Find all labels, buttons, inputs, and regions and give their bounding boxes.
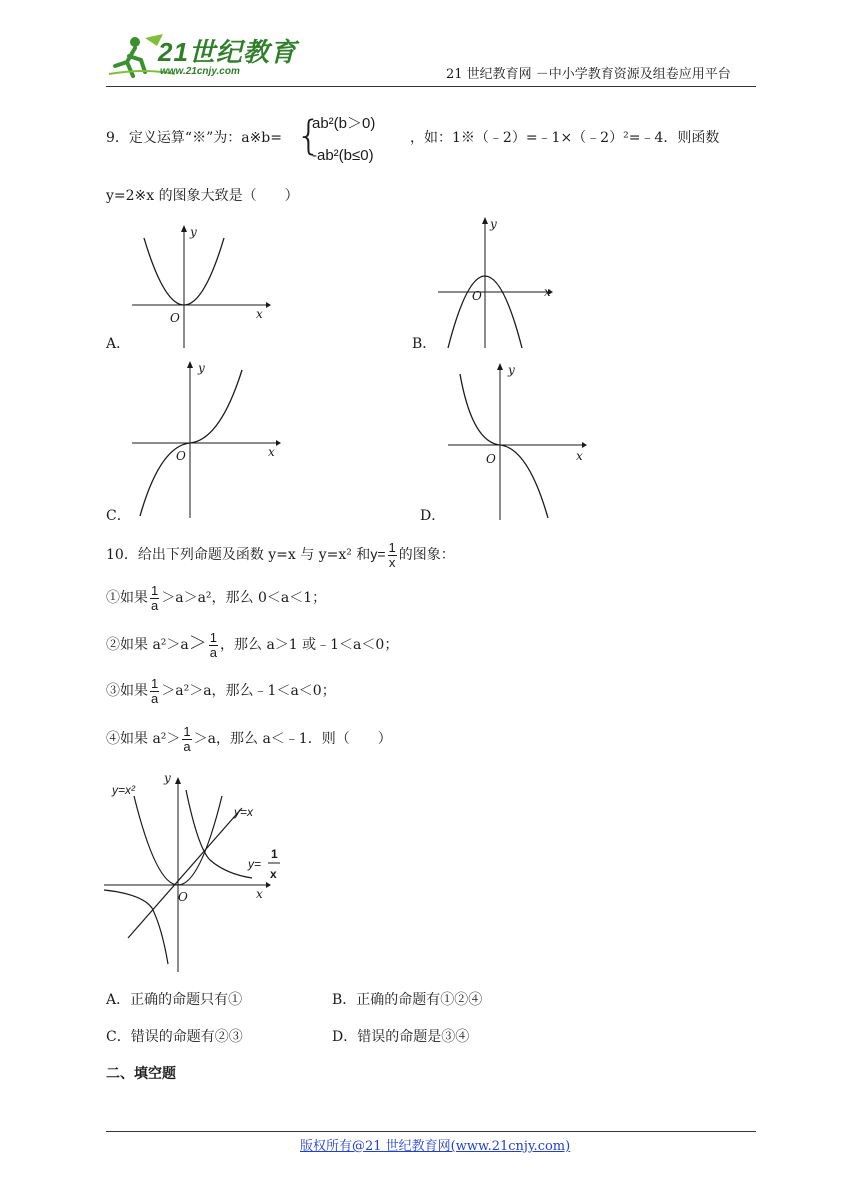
graph-b-origin: O: [472, 289, 482, 303]
frac-denominator: a: [183, 738, 191, 754]
q10-x-label: x: [256, 887, 263, 901]
prop-1-a: ①如果: [106, 590, 148, 606]
frac-denominator: x: [388, 554, 396, 570]
frac-numerator: 1: [388, 539, 396, 555]
prop-3-a: ③如果: [106, 683, 148, 699]
q9-brace: {: [296, 113, 322, 159]
q10-origin: O: [178, 890, 188, 904]
frac-numerator: 1: [209, 629, 217, 645]
footer-rule: [106, 1131, 756, 1132]
q9-graph-d: [444, 360, 590, 520]
q9-piece-bottom: -ab²(b≤0): [312, 147, 374, 164]
q10-prop-3: [106, 673, 336, 709]
prop-2-a: ②如果 a²＞a: [106, 637, 189, 653]
q9-graph-a: [128, 222, 273, 350]
q9-suffix: ，如：1※（﹣2）=﹣1×（﹣2）²=﹣4．则函数: [410, 130, 720, 146]
frac-numerator: 1: [183, 723, 191, 739]
q10-prop-1: [106, 580, 326, 616]
graph-b-y-label: y: [490, 217, 497, 231]
q10-choice-a: A．正确的命题只有①: [106, 992, 243, 1008]
q9-graph-b: [434, 214, 560, 350]
q10-line1-frac: [388, 541, 397, 570]
q10-y-label: y: [164, 771, 171, 785]
q10-label-inverse-den: x: [270, 867, 277, 881]
prop-1-b: ＞a＞a²，那么 0＜a＜1；: [161, 590, 327, 606]
q10-prop-4: [106, 721, 392, 757]
prop-4-a: ④如果 a²＞: [106, 731, 181, 747]
prop-2-frac: [209, 631, 218, 660]
q9-graph-c: [128, 358, 284, 520]
q9-piece-top: ab²(b＞0): [312, 115, 376, 132]
q10-prop-2: [106, 626, 398, 663]
q10-graph: [102, 768, 282, 974]
graph-c-x-label: x: [268, 445, 275, 459]
q9-option-d: D．: [420, 508, 446, 524]
q9-option-c: C．: [106, 508, 131, 524]
logo-title: 21世纪教育: [158, 37, 297, 67]
q9-option-a: A．: [106, 336, 131, 352]
prop-2-gt: ＞: [188, 633, 207, 654]
q10-choice-d: D．错误的命题是③④: [332, 1029, 470, 1045]
q10-line1: [106, 536, 455, 573]
q10-choice-c: C．错误的命题有②③: [106, 1029, 243, 1045]
graph-a-x-label: x: [256, 307, 263, 321]
header-right-text: 21 世纪教育网 －中小学教育资源及组卷应用平台: [446, 67, 731, 82]
graph-c-origin: O: [176, 449, 186, 463]
graph-b-x-label: x: [544, 285, 551, 299]
graph-a-origin: O: [170, 311, 180, 325]
frac-denominator: a: [151, 690, 159, 706]
q10-label-parabola: y=x²: [112, 783, 136, 797]
q10-label-line: y=x: [234, 805, 254, 819]
logo-url: www.21cnjy.com: [160, 66, 240, 77]
q10-line1-a: 10．给出下列命题及函数 y=x 与 y=x² 和: [106, 547, 371, 563]
header-rule: [106, 86, 756, 87]
graph-a-y-label: y: [190, 225, 197, 239]
graph-d-origin: O: [486, 452, 496, 466]
prop-4-frac: [182, 725, 191, 754]
prop-1-frac: [150, 584, 159, 613]
frac-denominator: a: [209, 644, 217, 660]
frac-numerator: 1: [151, 675, 159, 691]
q10-label-inverse-num: 1: [271, 847, 278, 861]
section-2-heading: 二、填空题: [106, 1066, 176, 1082]
q10-label-inverse: y=: [248, 857, 262, 871]
footer-copyright-link[interactable]: 版权所有@21 世纪教育网(www.21cnjy.com): [300, 1139, 571, 1154]
frac-denominator: a: [151, 597, 159, 613]
q9-prefix: 9．定义运算“※”为：a※b=: [106, 130, 282, 146]
q9-line2: y=2※x 的图象大致是（ ）: [106, 188, 299, 204]
q10-choice-b: B．正确的命题有①②④: [332, 992, 483, 1008]
prop-4-b: ＞a，那么 a＜﹣1．则（ ）: [193, 731, 392, 747]
graph-d-y-label: y: [508, 363, 515, 377]
q10-line1-frac-pre: y=: [370, 546, 386, 562]
q9-option-b: B．: [412, 336, 437, 352]
prop-2-b: ，那么 a＞1 或﹣1＜a＜0；: [220, 637, 399, 653]
graph-c-y-label: y: [198, 361, 205, 375]
graph-d-x-label: x: [576, 449, 583, 463]
frac-numerator: 1: [151, 582, 159, 598]
prop-3-b: ＞a²＞a，那么﹣1＜a＜0；: [161, 683, 336, 699]
q10-line1-b: 的图象：: [398, 547, 455, 563]
prop-3-frac: [150, 677, 159, 706]
